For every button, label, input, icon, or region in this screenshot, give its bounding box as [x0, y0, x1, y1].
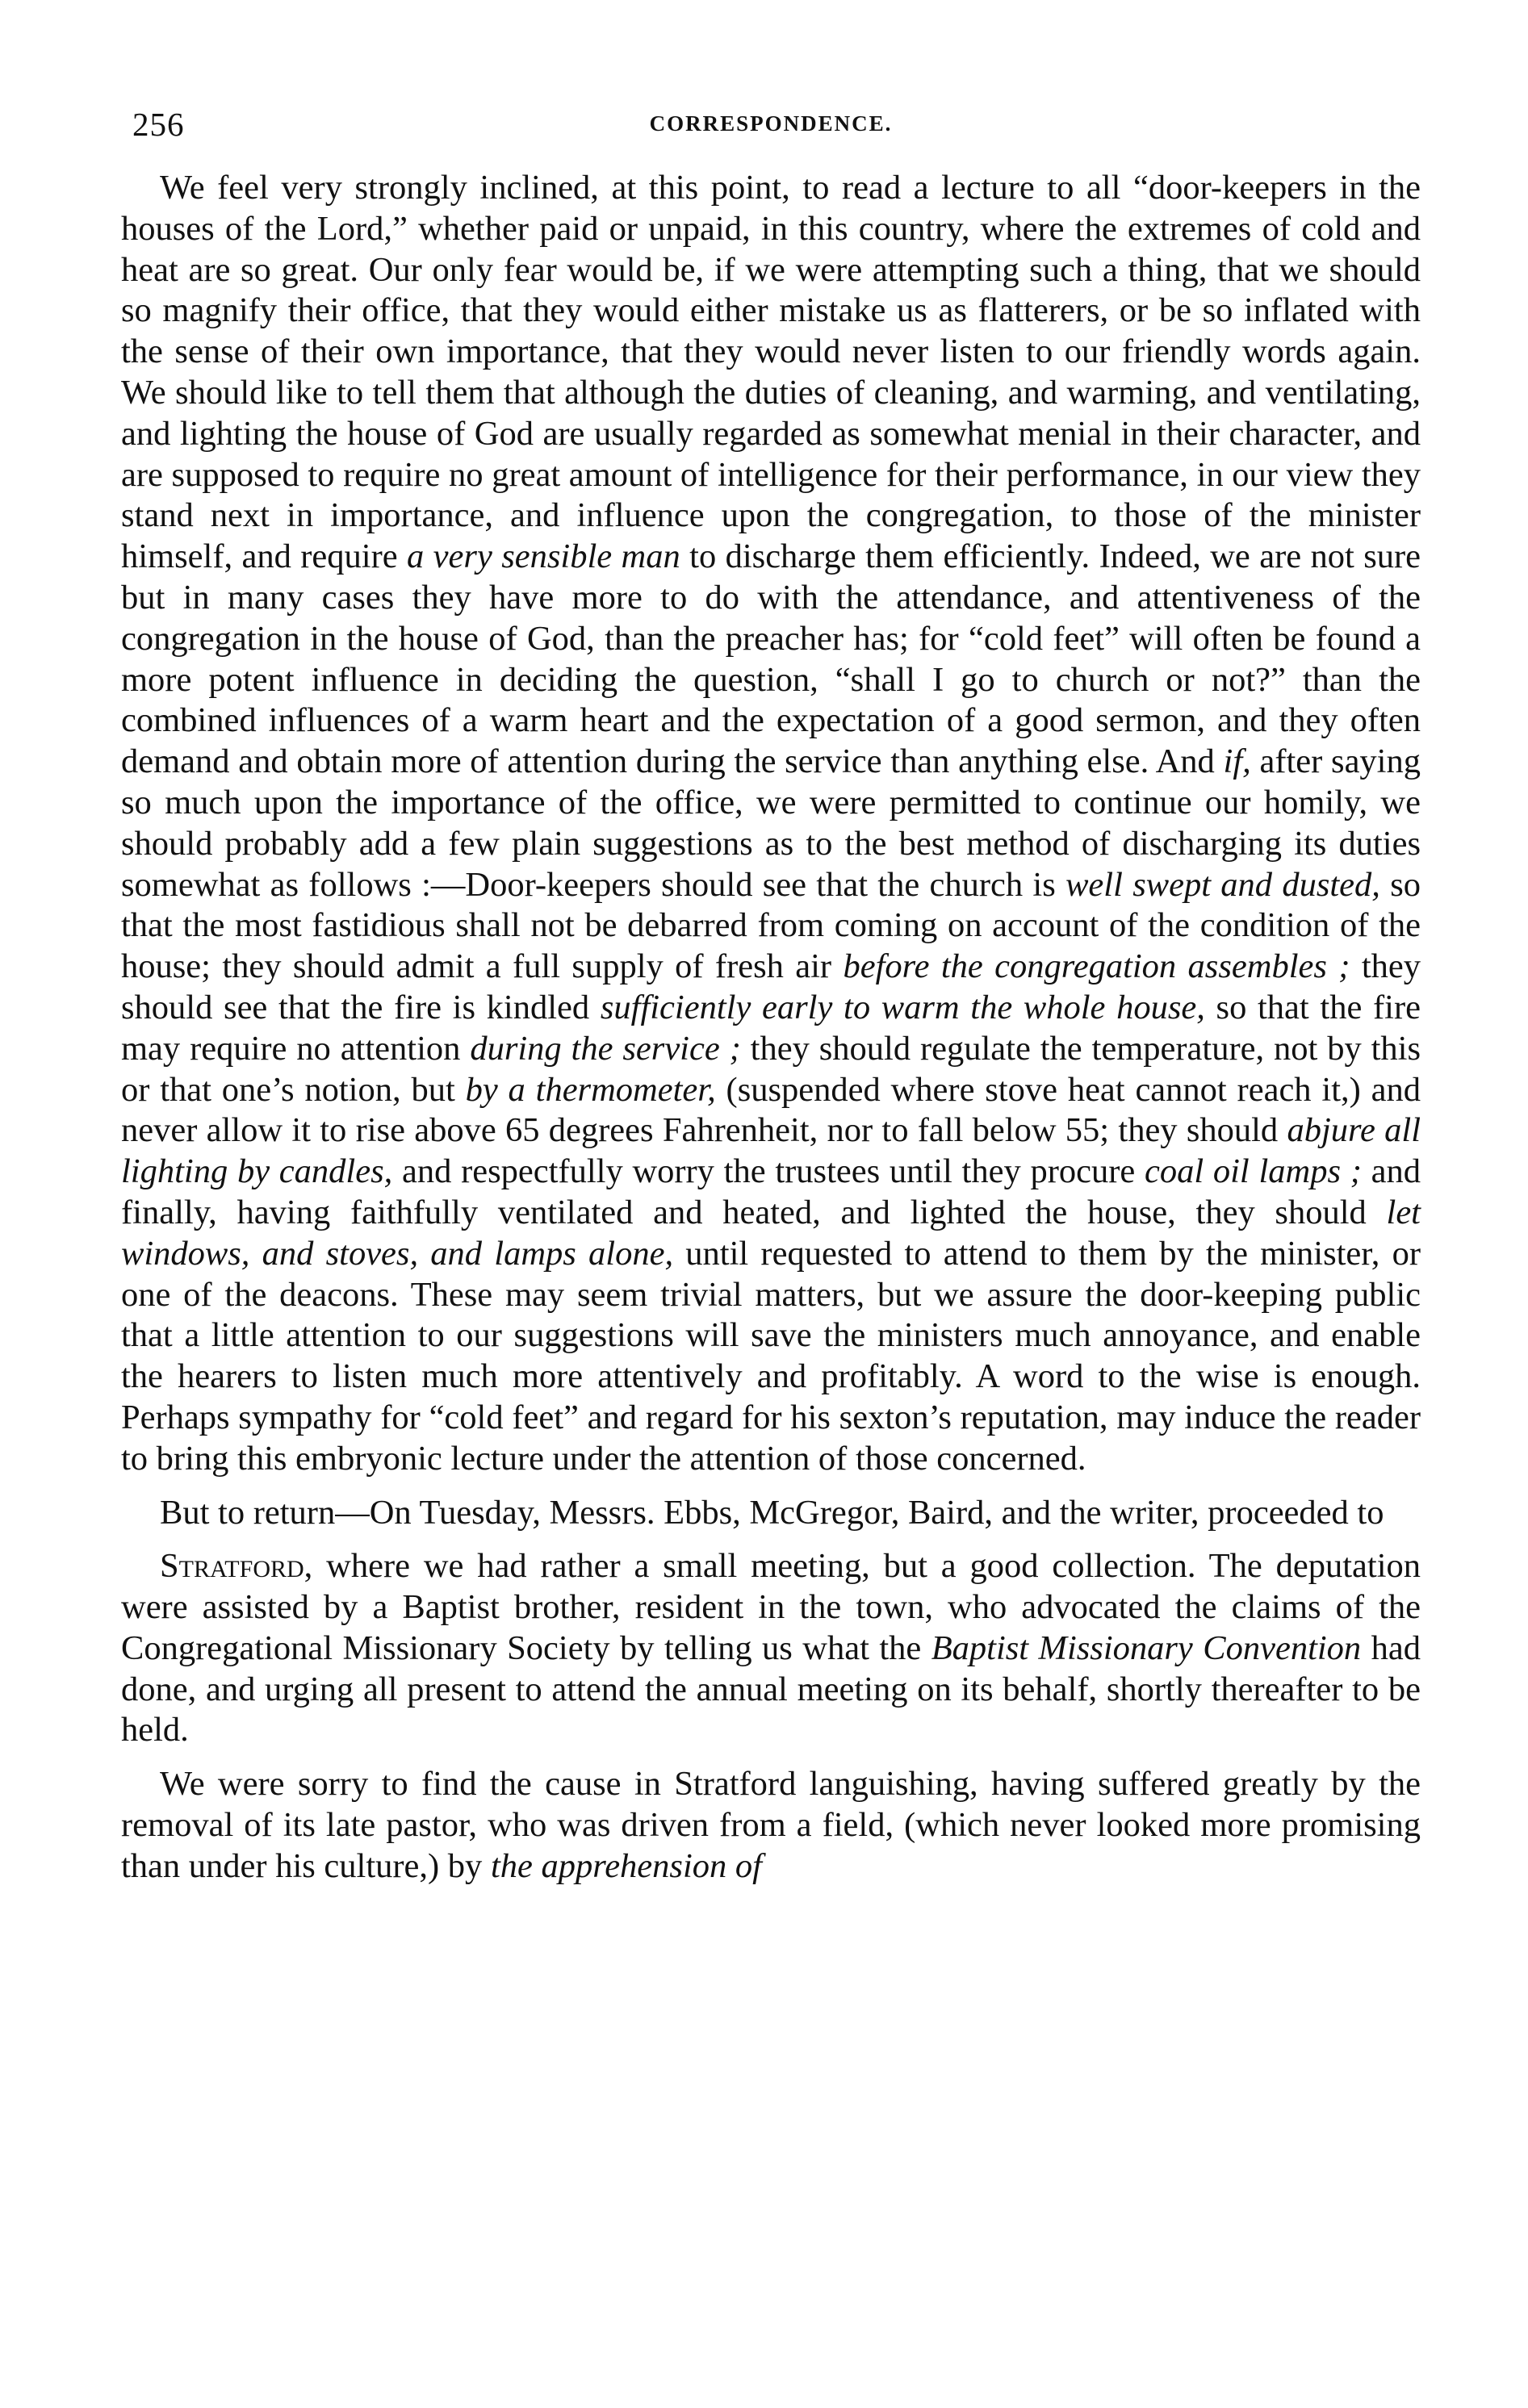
document-page	[121, 105, 1421, 1900]
emphasis: during the service ;	[470, 1029, 741, 1068]
emphasis: coal oil lamps ;	[1144, 1152, 1362, 1191]
paragraph-cause-languishing: We were sorry to find the cause in Stratford languishing, having suffered greatly by the removal of its late pastor, who was driven from a field, (which never looked more promising than under his culture,) by the apprehension of	[121, 1765, 1421, 1885]
emphasis: well swept and dusted,	[1065, 865, 1380, 904]
emphasis: if,	[1223, 742, 1251, 781]
paragraph-stratford: Stratford, where we had rather a small meeting, but a good collection. The deputation were assisted by a Baptist brother, resident in the town, who advocated the claims of the Congregational Missionary Society by telling us what the Baptist Missionary Convention had done, and urging all present to attend the annual meeting on its behalf, shortly thereafter to be held.	[121, 1547, 1421, 1750]
emphasis: before the congregation assembles ;	[843, 947, 1350, 986]
emphasis: by a thermometer,	[465, 1070, 716, 1109]
page-number: 256	[132, 106, 185, 143]
emphasis: Baptist Missionary Convention	[931, 1628, 1362, 1667]
emphasis: abjure all lighting by candles,	[121, 1111, 1421, 1191]
emphasis: the apprehension of	[490, 1846, 762, 1885]
emphasis: sufficiently early to warm the whole house,	[600, 988, 1205, 1026]
emphasis: a very sensible man	[407, 537, 680, 576]
emphasis: let windows, and stoves, and lamps alone,	[121, 1193, 1421, 1273]
place-name: Stratford,	[160, 1547, 313, 1586]
paragraph-return: But to return—On Tuesday, Messrs. Ebbs, McGregor, Baird, and the writer, proceeded to	[160, 1493, 1384, 1532]
body-text	[121, 168, 1421, 1888]
running-head: CORRESPONDENCE.	[649, 111, 893, 136]
page-header	[121, 105, 1421, 161]
paragraph-door-keepers: We feel very strongly inclined, at this point, to read a lecture to all “door-keepers in the houses of the Lord,” whether paid or unpaid, in this country, where the extremes of cold and heat are so great. Our only fear would be, if we were attempting such a thing, that we should so magnify their office, that they would either mistake us as flatterers, or be so inflated with the sense of their own importance, that they would never listen to our friendly words again. We should like to tell them that although the duties of cleaning, and warming, and ventilating, and lighting the house of God are usually regarded as somewhat menial in their character, and are supposed to require no great amount of intelligence for their performance, in our view they stand next in importance, and influence upon the congregation, to those of the minister himself, and require a very sensible man to discharge them efficiently. Indeed, we are not sure but in many cases they have more to do with the attendance, and attentiveness of the congregation in the house of God, than the preacher has; for “cold feet” will often be found a more potent influence in deciding the question, “shall I go to church or not?” than the combined influences of a warm heart and the expectation of a good sermon, and they often demand and obtain more of attention during the service than anything else. And if, after saying so much upon the importance of the office, we were permitted to continue our homily, we should probably add a few plain suggestions as to the best method of discharging its duties somewhat as follows :—Door-keepers should see that the church is well swept and dusted, so that the most fastidious shall not be debarred from coming on account of the condition of the house; they should admit a full supply of fresh air before the congregation assembles ; they should see that the fire is kindled sufficiently early to warm the whole house, so that the fire may require no attention during the service ; they should regulate the temperature, not by this or that one’s notion, but by a thermometer, (suspended where stove heat cannot reach it,) and never allow it to rise above 65 degrees Fahrenheit, nor to fall below 55; they should abjure all lighting by candles, and respectfully worry the trustees until they procure coal oil lamps ; and finally, having faithfully ventilated and heated, and lighted the house, they should let windows, and stoves, and lamps alone, until requested to attend to them by the minister, or one of the deacons. These may seem trivial matters, but we assure the door-keeping public that a little attention to our suggestions will save the ministers much annoyance, and enable the hearers to listen much more attentively and profitably. A word to the wise is enough. Perhaps sympathy for “cold feet” and regard for his sexton’s reputation, may induce the reader to bring this embryonic lecture under the attention of those concerned.	[121, 169, 1421, 1478]
